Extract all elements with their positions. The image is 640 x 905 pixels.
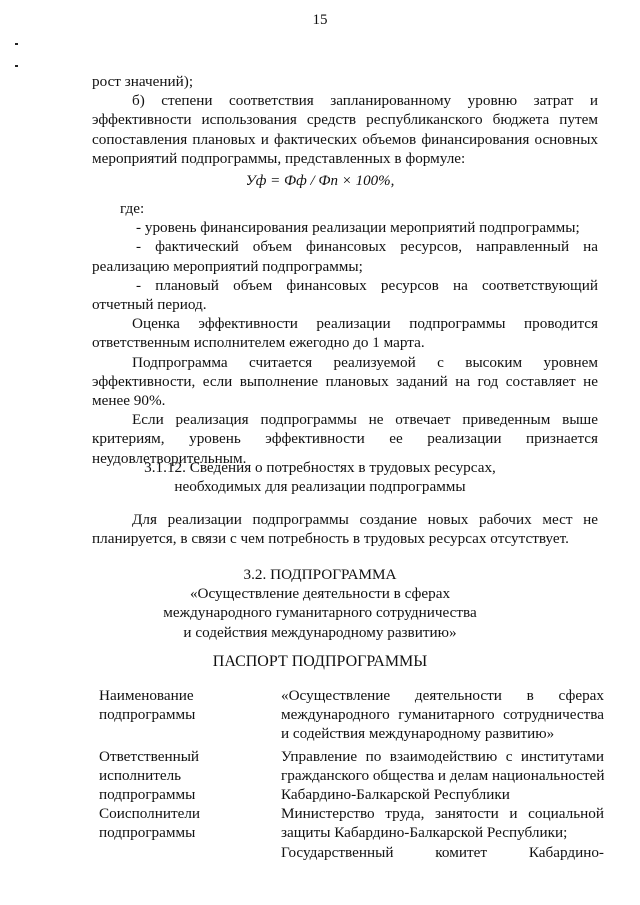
- label-line: подпрограммы: [99, 824, 196, 842]
- scan-mark: [15, 65, 18, 67]
- passport-row: [99, 686, 604, 744]
- value-line: «Осуществление деятельности в сферах: [281, 687, 604, 704]
- text-line: Если реализация подпрограммы не отвечает приведенным выше: [132, 411, 598, 429]
- heading-line: 3.2. ПОДПРОГРАММА: [243, 566, 397, 583]
- passport-value: [281, 804, 604, 862]
- text-line: мероприятий подпрограммы, представленных в формуле:: [92, 149, 466, 167]
- label-line: Соисполнители: [99, 805, 201, 823]
- passport-row: [99, 804, 604, 862]
- text-line: реализацию мероприятий подпрограммы;: [92, 257, 363, 275]
- heading-line: и содействия международному развитию»: [183, 623, 457, 641]
- value-line: Государственный комитет Кабардино-: [281, 843, 604, 861]
- passport-value: [281, 747, 604, 805]
- where-label: где:: [120, 200, 145, 217]
- value-line: Управление по взаимодействию с институтами: [281, 747, 604, 765]
- passport-title: ПАСПОРТ ПОДПРОГРАММЫ: [212, 653, 428, 670]
- text-line: Оценка эффективности реализации подпрограммы проводится: [132, 315, 598, 333]
- heading-line: международного гуманитарного сотрудничества: [163, 604, 477, 622]
- section-3-1-12-title: [0, 458, 640, 496]
- text-line: - фактический объем финансовых ресурсов, направленный на: [136, 238, 598, 256]
- text-line: критериям, уровень эффективности ее реализации признается: [92, 430, 598, 448]
- page-number: 15: [312, 12, 328, 28]
- value-line: Кабардино-Балкарской Республики: [281, 786, 510, 804]
- text-line: сопоставления плановых и фактических объемов финансирования основных: [92, 130, 598, 148]
- definitions-block: [92, 199, 598, 468]
- text-line: Подпрограмма считается реализуемой с высоким уровнем: [132, 353, 598, 371]
- text-line: - уровень финансирования реализации мероприятий подпрограммы;: [136, 219, 580, 237]
- value-line: и содействия международному развитию»: [281, 725, 555, 743]
- text-line: Для реализации подпрограммы создание новых рабочих мест не: [132, 511, 598, 528]
- text-line: менее 90%.: [92, 392, 166, 410]
- passport-label: [99, 747, 281, 805]
- passport-row: [99, 747, 604, 805]
- value-line: Министерство труда, занятости и социальной: [281, 805, 604, 823]
- section-3-1-12-text: [92, 510, 598, 548]
- passport-value: [281, 686, 604, 744]
- heading-line: «Осуществление деятельности в сферах: [189, 585, 451, 603]
- financing-formula: Уф = Фф / Фп × 100%,: [245, 173, 395, 189]
- heading-line: необходимых для реализации подпрограммы: [174, 478, 466, 496]
- criteria-block: [92, 72, 598, 168]
- passport-table: [99, 686, 604, 862]
- label-line: Наименование: [99, 687, 194, 704]
- text-line: эффективности, если выполнение плановых заданий на год составляет не: [92, 372, 598, 390]
- section-3-2-title: [0, 565, 640, 642]
- value-line: гражданского общества и делам национальностей: [281, 766, 605, 784]
- label-line: исполнитель: [99, 766, 182, 784]
- scan-mark: [15, 43, 18, 45]
- passport-label: [99, 804, 281, 862]
- label-line: Ответственный: [99, 747, 200, 765]
- label-line: подпрограммы: [99, 706, 196, 724]
- value-line: международного гуманитарного сотрудничества: [281, 706, 604, 724]
- text-line: - плановый объем финансовых ресурсов на соответствующий: [136, 276, 598, 294]
- text-line: б) степени соответствия запланированному уровню затрат и: [132, 92, 598, 110]
- passport-label: [99, 686, 281, 744]
- text-line: рост значений);: [92, 73, 194, 90]
- text-line: планируется, в связи с чем потребность в трудовых ресурсах отсутствует.: [92, 530, 569, 548]
- text-line: ответственным исполнителем ежегодно до 1 марта.: [92, 334, 425, 352]
- value-line: защиты Кабардино-Балкарской Республики;: [281, 824, 568, 842]
- text-line: отчетный период.: [92, 296, 207, 314]
- text-line: неудовлетворительным.: [92, 449, 247, 467]
- heading-line: 3.1.12. Сведения о потребностях в трудовых ресурсах,: [144, 459, 496, 476]
- text-line: эффективности использования средств республиканского бюджета путем: [92, 111, 598, 129]
- label-line: подпрограммы: [99, 786, 196, 804]
